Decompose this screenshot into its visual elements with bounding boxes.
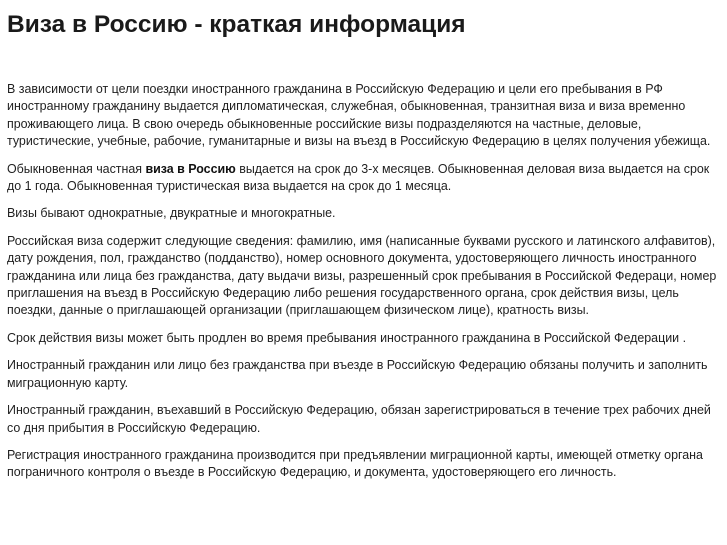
paragraph-visa-validity-rest: выдается на срок до 3-х месяцев. Обыкновенная деловая виза выдается на срок до 1 года. Обыкновенная туристическая виза выдается на срок до 1 месяца. [7,161,710,194]
paragraph-visa-validity [7,161,725,196]
paragraph-visa-extension: Срок действия визы может быть продлен во время пребывания иностранного гражданина в Российской Федерации . [7,330,687,345]
paragraph-migration-card: Иностранный гражданин или лицо без гражданства при въезде в Российскую Федерацию обязаны получить и заполнить миграционную карту. [7,358,708,390]
paragraph-visa-validity-lead: Обыкновенная частная [7,161,146,176]
visa-russia-keyword: виза в Россию [145,161,236,176]
article-body [7,81,725,482]
paragraph-registration-procedure: Регистрация иностранного гражданина производится при предъявлении миграционной карты, имеющей отметку органа пограничного контроля о въезде в Российскую Федерацию, и документа, удостоверяющего его личность. [7,447,703,480]
paragraph-visa-contents: Российская виза содержит следующие сведения: фамилию, имя (написанные буквами русского и латинского алфавитов), дату рождения, пол, гражданство (подданство), номер основного документа, удостоверяющего личность иностранного гражданина или лица без гражданства, дату выдачи визы, разрешенный срок пребывания в Российской Федераци, номер приглашения на въезд в Российскую Федерацию либо решения государственного органа, срок действия визы, цель поездки, данные о приглашающей организации (приглашающем физическом лице), кратность визы. [7,233,717,318]
paragraph-entry-count: Визы бывают однократные, двукратные и многократные. [7,206,336,221]
article [7,0,725,492]
page-title: Виза в Россию - краткая информация [7,11,466,38]
paragraph-visa-types: В зависимости от цели поездки иностранного гражданина в Российскую Федерацию и цели его пребывания в РФ иностранному гражданину выдается дипломатическая, служебная, обыкновенная, транзитная виза и виза временно проживающего лица. В свою очередь обыкновенные российские визы подразделяются на частные, деловые, туристические, учебные, рабочие, гуманитарные и визы на въезд в Российскую Федерацию в целях получения убежища. [7,82,711,149]
paragraph-registration-deadline: Иностранный гражданин, въехавший в Российскую Федерацию, обязан зарегистрироваться в течение трех рабочих дней со дня прибытия в Российскую Федерацию. [7,403,711,435]
